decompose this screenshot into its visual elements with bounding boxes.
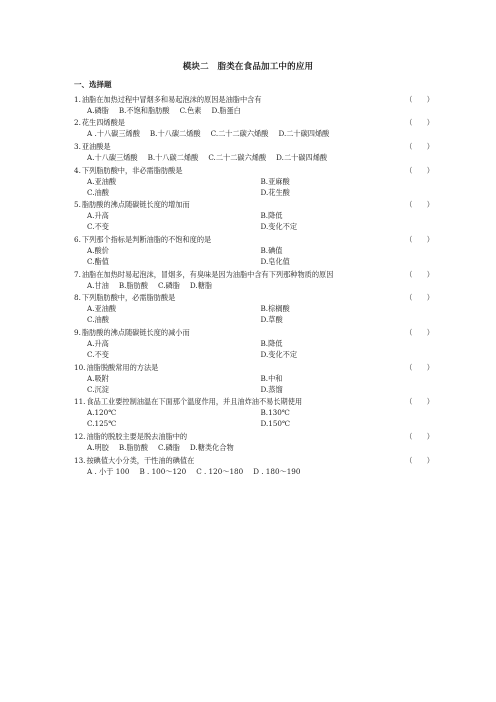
answer-option: B.降低 (260, 339, 283, 348)
answer-option: D.变化不定 (260, 350, 298, 359)
answer-option: D . 180～190 (253, 466, 301, 476)
answer-option: D.花生酸 (260, 187, 290, 197)
answer-option: A.甘油 (87, 280, 109, 290)
question-item (74, 328, 434, 363)
answer-option: C.沉淀 (87, 384, 109, 394)
question-item (74, 234, 434, 269)
answer-parentheses: （ ） (405, 165, 434, 175)
answer-option: B.十八碳二烯酸 (147, 152, 199, 162)
answer-option: C.磷脂 (158, 443, 180, 453)
answer-option: A.亚油酸 (87, 176, 117, 186)
answer-parentheses: （ ） (405, 432, 434, 442)
answer-parentheses: （ ） (405, 234, 434, 244)
question-stem (74, 362, 434, 373)
answer-option: D.变化不定 (260, 222, 298, 232)
answer-parentheses: （ ） (405, 362, 434, 372)
answer-option: D.糖类化合物 (189, 443, 234, 453)
question-text: 油脂的脱胶主要是脱去油脂中的 (86, 432, 188, 442)
question-item (74, 455, 434, 479)
question-item (74, 118, 434, 142)
question-number: 13. (74, 455, 86, 465)
question-stem (74, 165, 434, 176)
answer-option: A.十八碳三烯酸 (87, 152, 138, 162)
option-row (74, 373, 434, 384)
question-number: 12. (74, 432, 86, 442)
option-row (74, 152, 434, 163)
option-row (74, 211, 434, 222)
answer-parentheses: （ ） (405, 141, 434, 151)
option-row (74, 105, 434, 116)
answer-option: A .十八碳三烯酸 (87, 129, 140, 139)
option-row (74, 256, 434, 267)
answer-option: C.125℃ (87, 419, 117, 429)
option-row (74, 176, 434, 187)
answer-option: A.升高 (87, 211, 109, 221)
question-number: 5. (74, 200, 81, 210)
question-item (74, 293, 434, 328)
question-item (74, 94, 434, 118)
question-list (74, 94, 434, 479)
option-row (74, 304, 434, 315)
question-number: 7. (74, 269, 81, 279)
option-row (74, 350, 434, 361)
option-row (74, 129, 434, 140)
question-stem (74, 432, 434, 443)
question-number: 11. (74, 397, 86, 407)
answer-parentheses: （ ） (405, 328, 434, 337)
answer-option: C.不变 (87, 350, 109, 359)
answer-option: A.120℃ (87, 408, 117, 418)
question-stem (74, 328, 434, 339)
answer-option: B.碘值 (260, 245, 283, 255)
question-stem (74, 200, 434, 211)
answer-option: A . 小于 100 (87, 466, 130, 476)
question-text: 油脂在加热过程中冒烟多和易起泡沫的原因是油脂中含有 (81, 94, 262, 104)
question-number: 6. (74, 234, 81, 244)
option-row (74, 187, 434, 198)
question-text: 亚油酸是 (81, 141, 111, 151)
answer-option: B.十八碳二烯酸 (149, 129, 201, 139)
answer-parentheses: （ ） (405, 397, 434, 407)
question-text: 油脂脱酸常用的方法是 (86, 362, 159, 372)
answer-option: B . 100～120 (139, 466, 187, 476)
option-row (74, 280, 434, 291)
answer-option: D.蒸馏 (260, 384, 283, 394)
question-item (74, 269, 434, 293)
answer-option: D.脂蛋白 (211, 105, 241, 115)
option-row (74, 384, 434, 395)
question-number: 4. (74, 165, 81, 175)
question-text: 下列脂肪酸中，非必需脂肪酸是 (81, 165, 183, 175)
question-item (74, 165, 434, 200)
option-row (74, 222, 434, 233)
answer-option: D.150℃ (260, 419, 291, 429)
answer-option: C . 120～180 (196, 466, 244, 476)
answer-option: B.脂肪酸 (118, 280, 148, 290)
option-row (74, 339, 434, 350)
question-number: 1. (74, 94, 81, 104)
option-row (74, 245, 434, 256)
question-stem (74, 234, 434, 245)
answer-option: A.升高 (87, 339, 109, 348)
answer-option: C.二十二碳六烯酸 (210, 129, 269, 139)
question-item (74, 432, 434, 456)
answer-option: D.草酸 (260, 315, 283, 325)
question-number: 9. (74, 328, 81, 337)
question-number: 2. (74, 118, 81, 128)
answer-option: D.皂化值 (260, 256, 290, 266)
option-row (74, 408, 434, 419)
question-number: 10. (74, 362, 86, 372)
answer-option: C.油酸 (87, 187, 109, 197)
answer-parentheses: （ ） (405, 94, 434, 104)
question-item (74, 200, 434, 235)
question-stem (74, 118, 434, 129)
answer-option: C.不变 (87, 222, 109, 232)
question-number: 3. (74, 141, 81, 151)
question-stem (74, 94, 434, 105)
question-text: 下列那个指标是判断油脂的不饱和度的是 (81, 234, 212, 244)
question-stem (74, 293, 434, 304)
question-text: 按碘值大小分类，干性油的碘值在 (86, 455, 195, 465)
question-text: 下列脂肪酸中，必需脂肪酸是 (81, 293, 176, 303)
answer-option: C.油酸 (87, 315, 109, 325)
answer-option: A.明胶 (87, 443, 109, 453)
answer-option: B.降低 (260, 211, 283, 221)
answer-option: B.中和 (260, 373, 283, 383)
answer-option: B.不饱和脂肪酸 (118, 105, 170, 115)
question-item (74, 141, 434, 165)
section-heading: 一、选择题 (74, 80, 112, 89)
answer-parentheses: （ ） (405, 293, 434, 303)
option-row (74, 315, 434, 326)
answer-option: D.二十碳四烯酸 (276, 152, 328, 162)
answer-option: C.酯值 (87, 256, 109, 266)
answer-parentheses: （ ） (405, 455, 434, 465)
question-text: 油脂在加热时易起泡沫，冒烟多，有臭味是因为油脂中含有下列那种物质的原因 (81, 269, 334, 279)
question-text: 花生四烯酸是 (81, 118, 125, 128)
answer-option: C.磷脂 (158, 280, 180, 290)
question-text: 脂肪酸的沸点随碳链长度的减小而 (81, 328, 190, 337)
answer-option: B.130℃ (260, 408, 290, 418)
answer-parentheses: （ ） (405, 200, 434, 210)
question-item (74, 362, 434, 397)
question-stem (74, 455, 434, 466)
question-stem (74, 141, 434, 152)
answer-option: C.色素 (179, 105, 202, 115)
answer-option: B.脂肪酸 (118, 443, 148, 453)
option-row (74, 419, 434, 430)
answer-option: C.二十二碳六烯酸 (208, 152, 267, 162)
answer-option: A.吸附 (87, 373, 109, 383)
answer-option: B.亚麻酸 (260, 176, 290, 186)
answer-option: A.酸价 (87, 245, 109, 255)
answer-option: A.亚油酸 (87, 304, 117, 314)
question-stem (74, 397, 434, 408)
answer-option: D.糖脂 (189, 280, 213, 290)
document-title: 模块二 脂类在食品加工中的应用 (182, 62, 314, 72)
answer-option: A.磷脂 (87, 105, 109, 115)
option-row (74, 466, 434, 477)
answer-option: D.二十碳四烯酸 (278, 129, 330, 139)
question-item (74, 397, 434, 432)
question-number: 8. (74, 293, 81, 303)
answer-parentheses: （ ） (405, 269, 434, 279)
question-text: 脂肪酸的沸点随碳链长度的增加而 (81, 200, 190, 210)
answer-parentheses: （ ） (405, 118, 434, 128)
option-row (74, 443, 434, 454)
question-stem (74, 269, 434, 280)
question-text: 食品工业要控制油温在下面那个温度作用，并且油炸油不易长期使用 (86, 397, 303, 407)
answer-option: B.棕榈酸 (260, 304, 290, 314)
